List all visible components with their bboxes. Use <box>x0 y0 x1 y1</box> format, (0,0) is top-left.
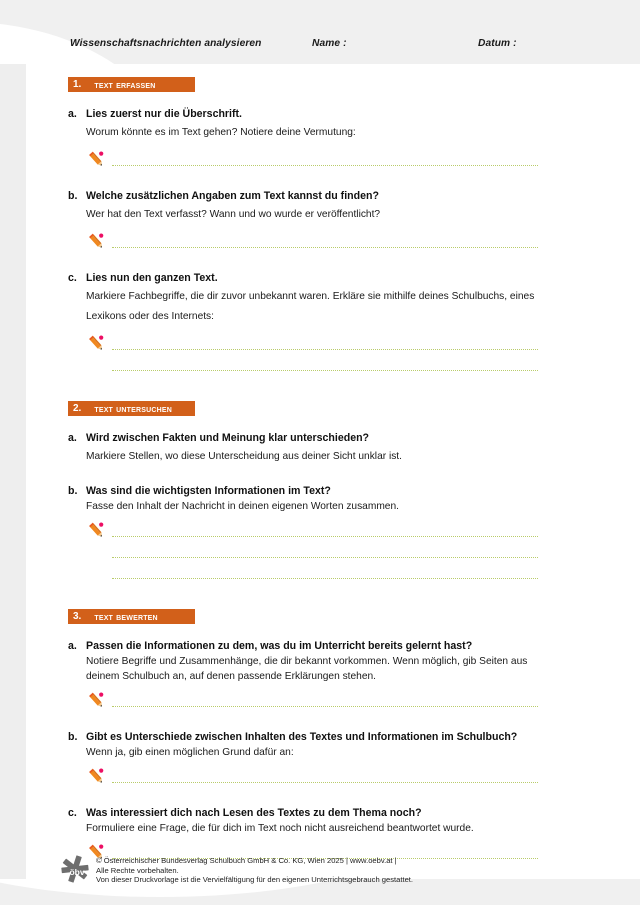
task-item <box>68 271 538 377</box>
task-item <box>68 730 538 789</box>
task-question-row <box>68 189 538 203</box>
answer-line[interactable] <box>86 692 538 713</box>
task-item <box>68 107 538 172</box>
dotted-rule <box>112 536 538 537</box>
task-question-row <box>68 271 538 285</box>
pencil-icon <box>86 151 106 169</box>
answer-lines[interactable] <box>86 768 538 789</box>
dotted-rule <box>112 370 538 371</box>
dotted-rule <box>112 247 538 248</box>
section-1 <box>68 74 538 377</box>
task-question: Was sind die wichtigsten Informationen im Text? <box>86 485 331 497</box>
pencil-icon <box>86 335 106 353</box>
task-question: Lies zuerst nur die Überschrift. <box>86 108 242 120</box>
dotted-rule <box>112 165 538 166</box>
answer-line[interactable] <box>86 543 538 564</box>
dotted-rule <box>112 706 538 707</box>
dotted-rule <box>112 349 538 350</box>
dotted-rule <box>112 557 538 558</box>
section-number: 2. <box>73 403 82 414</box>
task-subtext: Markiere Stellen, wo diese Unterscheidung aus deiner Sicht unklar ist. <box>86 451 402 462</box>
name-field-label[interactable]: Name : <box>312 38 347 49</box>
pencil-icon <box>86 522 106 540</box>
section-title: text bewerten <box>94 610 158 623</box>
task-letter: a. <box>68 108 77 120</box>
section-title: text erfassen <box>94 78 156 91</box>
footer-block <box>60 852 580 889</box>
pencil-icon <box>86 768 106 786</box>
left-margin-band <box>0 0 26 905</box>
pencil-icon <box>86 692 106 710</box>
task-item <box>68 431 538 467</box>
dotted-rule <box>112 578 538 579</box>
task-letter: a. <box>68 640 77 652</box>
footer-rights-line: Alle Rechte vorbehalten. <box>96 865 179 875</box>
answer-line[interactable] <box>86 522 538 543</box>
section-header-bar <box>68 401 195 416</box>
task-subtext: Markiere Fachbegriffe, die dir zuvor unbekannt waren. Erkläre sie mithilfe deines Schulbuchs, eines Lexikons oder des Internets: <box>86 291 535 322</box>
task-question: Passen die Informationen zu dem, was du im Unterricht bereits gelernt hast? <box>86 640 473 652</box>
answer-lines[interactable] <box>86 692 538 713</box>
task-subtext: Formuliere eine Frage, die für dich im Text noch nicht ausreichend beantwortet wurde. <box>86 823 474 834</box>
task-letter: a. <box>68 432 77 444</box>
task-question-row <box>68 730 538 744</box>
task-item <box>68 639 538 713</box>
task-question-row <box>68 806 538 820</box>
date-field-label[interactable]: Datum : <box>478 38 517 49</box>
section-3 <box>68 606 538 865</box>
section-title: text untersuchen <box>94 402 173 415</box>
task-item <box>68 484 538 585</box>
answer-line[interactable] <box>86 768 538 789</box>
task-letter: b. <box>68 731 78 743</box>
task-subtext: Notiere Begriffe und Zusammenhänge, die dir bekannt vorkommen. Wenn möglich, gib Seiten aus deinem Schulbuch an, auf denen passende Erklärungen stehen. <box>86 656 528 682</box>
answer-line[interactable] <box>86 335 538 356</box>
task-question: Gibt es Unterschiede zwischen Inhalten des Textes und Informationen im Schulbuch? <box>86 731 518 743</box>
task-question-row <box>68 639 538 653</box>
task-letter: c. <box>68 272 77 284</box>
task-letter: c. <box>68 807 77 819</box>
task-question: Lies nun den ganzen Text. <box>86 272 218 284</box>
worksheet-content <box>68 74 538 865</box>
task-question: Wird zwischen Fakten und Meinung klar unterschieden? <box>86 432 370 444</box>
dotted-rule <box>112 782 538 783</box>
task-question-row <box>68 484 538 498</box>
task-question: Welche zusätzlichen Angaben zum Text kannst du finden? <box>86 190 379 202</box>
answer-lines[interactable] <box>86 151 538 172</box>
pencil-icon <box>86 233 106 251</box>
task-question-row <box>68 107 538 121</box>
task-item <box>68 189 538 254</box>
answer-lines[interactable] <box>86 335 538 377</box>
header-row <box>0 0 640 64</box>
section-header-bar <box>68 77 195 92</box>
task-subtext: Worum könnte es im Text gehen? Notiere deine Vermutung: <box>86 127 356 138</box>
oebv-logo-text: öbv <box>69 867 85 877</box>
task-subtext: Wenn ja, gib einen möglichen Grund dafür an: <box>86 747 294 758</box>
answer-line[interactable] <box>86 233 538 254</box>
task-question-row <box>68 431 538 445</box>
task-subtext: Wer hat den Text verfasst? Wann und wo wurde er veröffentlicht? <box>86 209 381 220</box>
section-number: 3. <box>73 611 82 622</box>
task-question: Was interessiert dich nach Lesen des Textes zu dem Thema noch? <box>86 807 422 819</box>
section-number: 1. <box>73 79 82 90</box>
answer-lines[interactable] <box>86 522 538 585</box>
answer-line[interactable] <box>86 151 538 172</box>
page-title: Wissenschaftsnachrichten analysieren <box>70 38 262 49</box>
answer-line[interactable] <box>86 564 538 585</box>
answer-line[interactable] <box>86 356 538 377</box>
footer-permission-line: Von dieser Druckvorlage ist die Vervielfältigung für den eigenen Unterrichtsgebrauch gestattet. <box>96 875 414 885</box>
oebv-logo-icon <box>60 852 96 889</box>
task-letter: b. <box>68 485 78 497</box>
section-header-bar <box>68 609 195 624</box>
answer-lines[interactable] <box>86 233 538 254</box>
section-2 <box>68 398 538 585</box>
task-letter: b. <box>68 190 78 202</box>
task-subtext: Fasse den Inhalt der Nachricht in deinen eigenen Worten zusammen. <box>86 501 399 512</box>
footer-copyright-line: © Österreichischer Bundesverlag Schulbuch GmbH & Co. KG, Wien 2025 | www.oebv.at | <box>96 856 397 865</box>
